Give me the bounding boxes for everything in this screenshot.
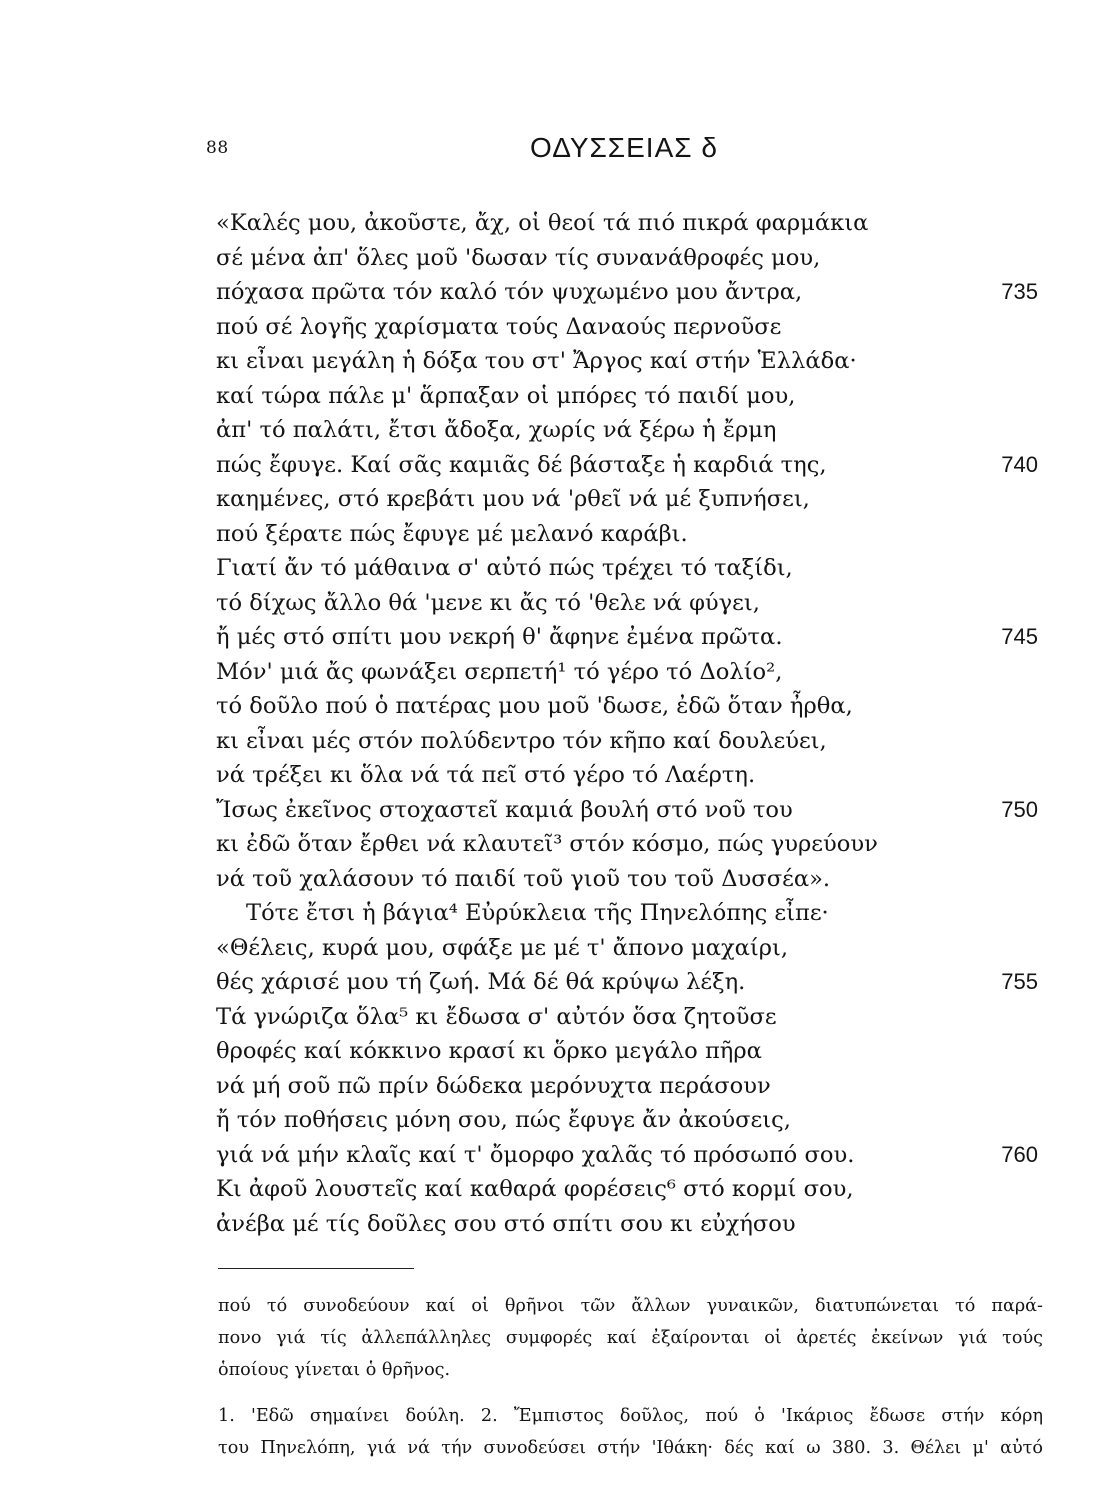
verse-line	[0, 448, 1098, 483]
verse-line-text: πού σέ λογῆς χαρίσματα τούς Δαναούς περνοῦσε	[216, 313, 782, 340]
verse-line-text: Τά γνώριζα ὅλα⁵ κι ἔδωσα σ' αὐτόν ὅσα ζητοῦσε	[216, 1003, 777, 1030]
verse-line-text: νά τρέξει κι ὅλα νά τά πεῖ στό γέρο τό Λαέρτη.	[216, 762, 756, 788]
verse-line-text: Ἴσως ἐκεῖνος στοχαστεῖ καμιά βουλή στό νοῦ του	[216, 796, 793, 823]
verse-line-text: τό δίχως ἄλλο θά 'μενε κι ἄς τό 'θελε νά φύγει,	[216, 589, 760, 616]
verse-line	[0, 862, 1098, 897]
verse-line-text: θές χάρισέ μου τή ζωή. Μά δέ θά κρύψω λέξη.	[216, 969, 746, 995]
verse-line	[0, 551, 1098, 586]
verse-line	[0, 965, 1098, 1000]
verse-line	[0, 586, 1098, 621]
verse-line-text: πού ξέρατε πώς ἔφυγε μέ μελανό καράβι.	[216, 520, 688, 547]
note-line: πού τό συνοδεύουν καί οἱ θρῆνοι τῶν ἄλλων γυναικῶν, διατυπώνεται τό παρά-	[218, 1296, 1043, 1316]
verse-line	[0, 1138, 1098, 1173]
line-number: 735	[1001, 279, 1038, 304]
verse-line	[0, 758, 1098, 793]
verse-text-block	[0, 206, 1098, 1241]
verse-line-text: νά μή σοῦ πῶ πρίν δώδεκα μερόνυχτα περάσουν	[216, 1072, 771, 1099]
verse-line-text: «Καλές μου, ἀκοῦστε, ἄχ, οἱ θεοί τά πιό πικρά φαρμάκια	[216, 210, 869, 236]
line-number: 745	[1001, 624, 1038, 649]
note-line: ὁποίους γίνεται ὁ θρῆνος.	[218, 1360, 451, 1380]
footnote-line: 1. 'Εδῶ σημαίνει δούλη. 2. Ἔμπιστος δοῦλος, πού ὁ 'Ικάριος ἔδωσε στήν κόρη	[218, 1406, 1043, 1426]
verse-line	[0, 275, 1098, 310]
verse-line-text: πώς ἔφυγε. Καί σᾶς καμιᾶς δέ βάσταξε ἡ καρδιά της,	[216, 451, 827, 478]
verse-line	[0, 724, 1098, 759]
verse-line	[0, 931, 1098, 966]
verse-line-text: κι ἐδῶ ὅταν ἔρθει νά κλαυτεῖ³ στόν κόσμο, πώς γυρεύουν	[216, 831, 878, 857]
verse-line	[0, 517, 1098, 552]
verse-line	[0, 1172, 1098, 1207]
verse-line	[0, 379, 1098, 414]
verse-line-text: καί τώρα πάλε μ' ἅρπαξαν οἱ μπόρες τό παιδί μου,	[216, 382, 796, 409]
verse-line-text: νά τοῦ χαλάσουν τό παιδί τοῦ γιοῦ του τοῦ Δυσσέα».	[216, 865, 831, 892]
verse-line-text: πόχασα πρῶτα τόν καλό τόν ψυχωμένο μου ἄντρα,	[216, 279, 803, 305]
verse-line-text: Τότε ἔτσι ἡ βάγια⁴ Εὐρύκλεια τῆς Πηνελόπης εἶπε·	[246, 900, 829, 926]
verse-line-text: ἤ τόν ποθήσεις μόνη σου, πώς ἔφυγε ἄν ἀκούσεις,	[216, 1107, 791, 1133]
footnotes	[218, 1400, 1043, 1464]
verse-line-text: γιά νά μήν κλαῖς καί τ' ὄμορφο χαλᾶς τό πρόσωπό σου.	[216, 1141, 855, 1168]
verse-line-text: Μόν' μιά ἄς φωνάξει σερπετή¹ τό γέρο τό Δολίο²,	[216, 658, 783, 685]
verse-line-text: καημένες, στό κρεβάτι μου νά 'ρθεῖ νά μέ ξυπνήσει,	[216, 486, 810, 512]
verse-line-text: ἀπ' τό παλάτι, ἔτσι ἄδοξα, χωρίς νά ξέρω ἡ ἔρμη	[216, 417, 777, 443]
verse-line	[0, 793, 1098, 828]
verse-line	[0, 620, 1098, 655]
verse-line	[0, 206, 1098, 241]
verse-line	[0, 344, 1098, 379]
footnote-line: του Πηνελόπη, γιά νά τήν συνοδεύσει στήν 'Ιθάκη· δές καί ω 380. 3. Θέλει μ' αὐτό	[218, 1438, 1043, 1458]
verse-line	[0, 1103, 1098, 1138]
note-line: πονο γιά τίς ἀλλεπάλληλες συμφορές καί ἐξαίρονται οἱ ἀρετές ἐκείνων γιά τούς	[218, 1328, 1043, 1348]
verse-line-text: κι εἶναι μές στόν πολύδεντρο τόν κῆπο καί δουλεύει,	[216, 727, 827, 754]
verse-line	[0, 655, 1098, 690]
verse-line	[0, 1000, 1098, 1035]
verse-line-text: τό δοῦλο πού ὁ πατέρας μου μοῦ 'δωσε, ἐδῶ ὅταν ἦρθα,	[216, 693, 853, 719]
verse-line	[0, 896, 1098, 931]
verse-line	[0, 689, 1098, 724]
line-number: 760	[1001, 1141, 1038, 1167]
page-number: 88	[206, 138, 229, 158]
verse-line	[0, 1034, 1098, 1069]
verse-line	[0, 827, 1098, 862]
verse-line	[0, 1069, 1098, 1104]
verse-line	[0, 413, 1098, 448]
verse-line	[0, 482, 1098, 517]
running-title: ΟΔΥΣΣΕΙΑΣ δ	[530, 132, 718, 163]
verse-line-text: σέ μένα ἀπ' ὅλες μοῦ 'δωσαν τίς συνανάθροφές μου,	[216, 244, 821, 271]
verse-line-text: ἤ μές στό σπίτι μου νεκρή θ' ἄφηνε ἐμένα πρῶτα.	[216, 624, 783, 650]
verse-line	[0, 1207, 1098, 1242]
verse-line	[0, 310, 1098, 345]
line-number: 755	[1001, 969, 1038, 994]
verse-line-text: θροφές καί κόκκινο κρασί κι ὅρκο μεγάλο πῆρα	[216, 1038, 762, 1064]
verse-line-text: Γιατί ἄν τό μάθαινα σ' αὐτό πώς τρέχει τό ταξίδι,	[216, 555, 793, 581]
verse-line-text: ἀνέβα μέ τίς δοῦλες σου στό σπίτι σου κι εὐχήσου	[216, 1210, 796, 1237]
verse-line-text: «Θέλεις, κυρά μου, σφάξε με μέ τ' ἄπονο μαχαίρι,	[216, 934, 789, 961]
verse-line-text: Κι ἀφοῦ λουστεῖς καί καθαρά φορέσεις⁶ στό κορμί σου,	[216, 1176, 854, 1202]
continued-commentary-note	[218, 1290, 1043, 1386]
verse-line-text: κι εἶναι μεγάλη ἡ δόξα του στ' Ἄργος καί στήν Ἑλλάδα·	[216, 348, 857, 374]
line-number: 740	[1001, 451, 1038, 477]
footnote-separator	[218, 1268, 414, 1269]
line-number: 750	[1001, 796, 1038, 822]
verse-line	[0, 241, 1098, 276]
